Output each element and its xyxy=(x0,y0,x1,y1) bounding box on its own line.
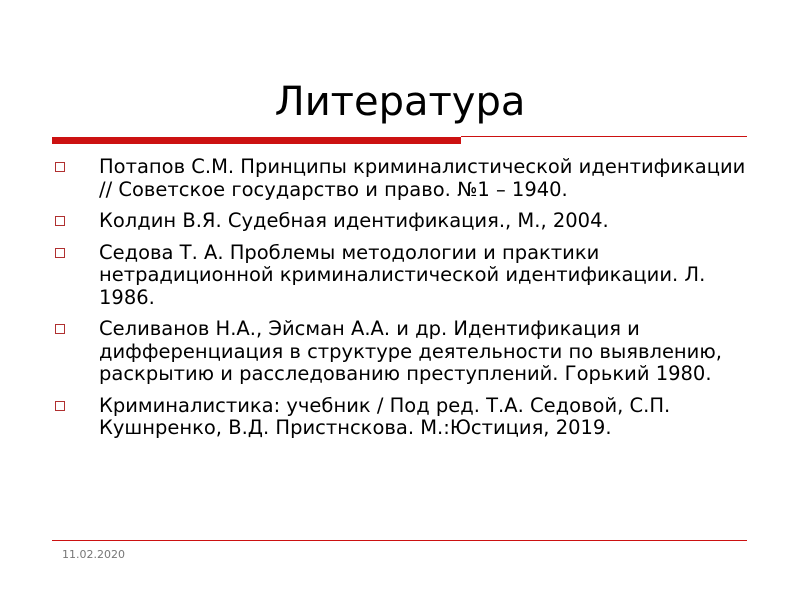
list-item xyxy=(52,156,752,201)
slide-title: Литература xyxy=(274,79,526,125)
square-bullet-icon xyxy=(55,324,65,334)
square-bullet-icon xyxy=(55,162,65,172)
title-underline-thin xyxy=(461,136,747,137)
list-item xyxy=(52,318,752,386)
footer-divider xyxy=(52,540,747,541)
footer-date: 11.02.2020 xyxy=(62,548,125,561)
square-bullet-icon xyxy=(55,216,65,226)
list-item xyxy=(52,242,752,310)
list-item xyxy=(52,210,752,233)
reference-text: Селиванов Н.А., Эйсман А.А. и др. Идентификация и дифференциация в структуре деятельности по выявлению, раскрытию и расследованию преступлений. Горький 1980. xyxy=(99,317,722,385)
square-bullet-icon xyxy=(55,248,65,258)
reference-list xyxy=(52,156,752,449)
list-item xyxy=(52,395,752,440)
reference-text: Седова Т. А. Проблемы методологии и практики нетрадиционной криминалистической идентификации. Л. 1986. xyxy=(99,240,706,309)
reference-text: Криминалистика: учебник / Под ред. Т.А. Седовой, С.П. Кушнренко, В.Д. Пристнскова. М.:Юстиция, 2019. xyxy=(99,393,671,439)
reference-text: Колдин В.Я. Судебная идентификация., М., 2004. xyxy=(99,209,609,232)
square-bullet-icon xyxy=(55,401,65,411)
reference-text: Потапов С.М. Принципы криминалистической идентификации // Советское государство и право. №1 – 1940. xyxy=(99,155,746,201)
title-underline-thick xyxy=(52,137,461,144)
